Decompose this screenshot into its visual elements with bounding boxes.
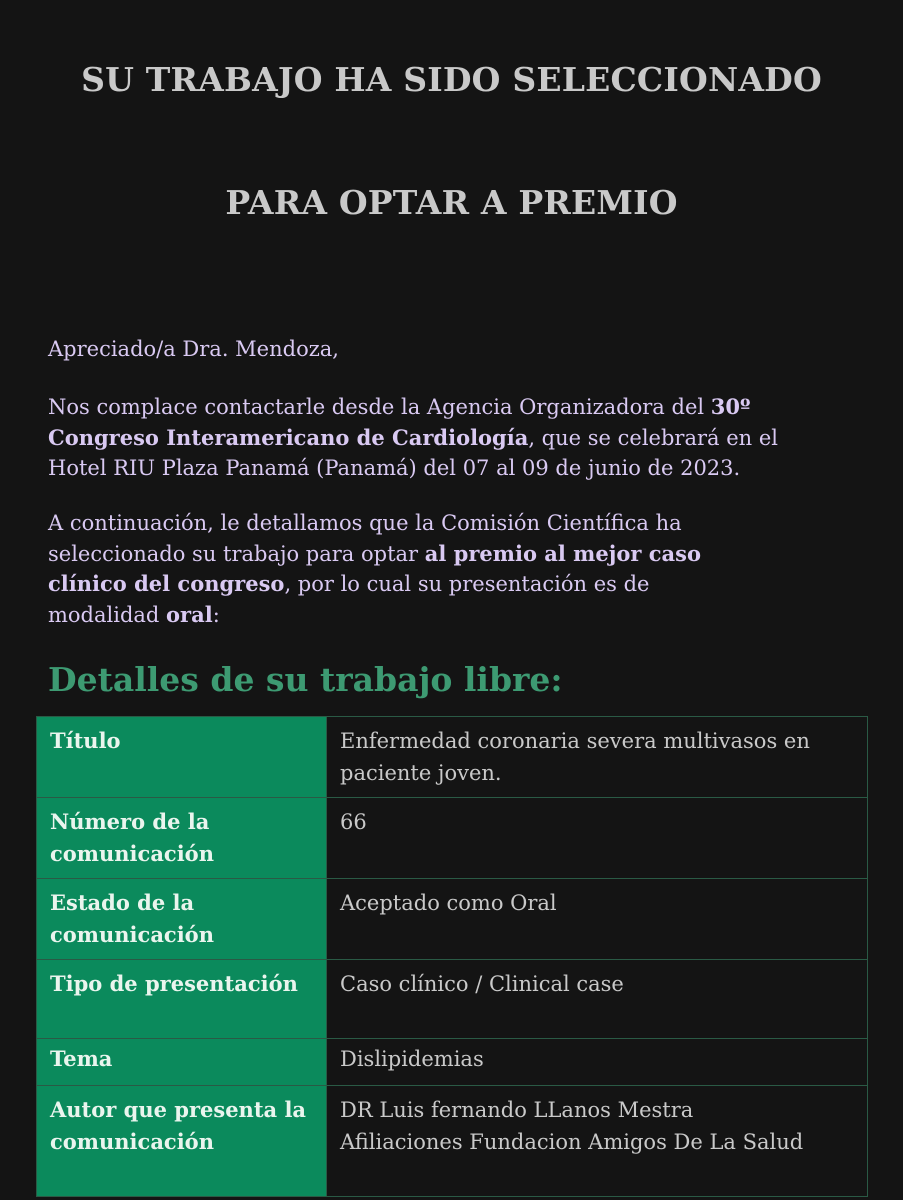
row-value	[327, 1086, 868, 1197]
row-label: Número de la comunicación	[37, 798, 327, 879]
text: , por lo cual su presentación es de	[284, 572, 650, 596]
table-row	[37, 1086, 868, 1197]
greeting: Apreciado/a Dra. Mendoza,	[48, 337, 339, 361]
row-value: Aceptado como Oral	[327, 879, 868, 960]
text: :	[212, 602, 220, 627]
author-affiliation: Afiliaciones Fundacion Amigos De La Salud	[340, 1130, 804, 1154]
author-name: DR Luis fernando LLanos Mestra	[340, 1098, 694, 1122]
row-label: Autor que presenta la comunicación	[37, 1086, 327, 1197]
heading-line-2: PARA OPTAR A PREMIO	[225, 183, 678, 222]
table-row	[37, 717, 868, 798]
details-table	[36, 716, 868, 1197]
text: Hotel RIU Plaza Panamá (Panamá) del 07 al 09 de junio de 2023.	[48, 456, 741, 480]
text-bold: al premio al mejor caso	[424, 540, 701, 566]
row-value: Caso clínico / Clinical case	[327, 960, 868, 1039]
paragraph-1	[48, 392, 778, 484]
text: , que se celebrará en el	[528, 425, 778, 450]
paragraph-2	[48, 508, 701, 630]
text-bold: clínico del congreso	[48, 571, 285, 596]
text: Nos complace contactarle desde la Agencia Organizadora del	[48, 395, 711, 419]
congress-name: Congreso Interamericano de Cardiología	[48, 424, 529, 450]
row-value: 66	[327, 798, 868, 879]
table-row	[37, 879, 868, 960]
row-value: Dislipidemias	[327, 1039, 868, 1086]
row-label: Tipo de presentación	[37, 960, 327, 1039]
text: A continuación, le detallamos que la Comisión Científica ha	[48, 511, 682, 535]
table-row	[37, 798, 868, 879]
row-value: Enfermedad coronaria severa multivasos en paciente joven.	[327, 717, 868, 798]
row-label: Estado de la comunicación	[37, 879, 327, 960]
text: modalidad	[48, 602, 167, 627]
heading-line-1: SU TRABAJO HA SIDO SELECCIONADO	[81, 60, 822, 99]
row-label: Tema	[37, 1039, 327, 1086]
text-bold: oral	[166, 601, 213, 627]
row-label: Título	[37, 717, 327, 798]
text: seleccionado su trabajo para optar	[48, 541, 425, 566]
details-title: Detalles de su trabajo libre:	[48, 660, 563, 699]
table-row	[37, 960, 868, 1039]
text-bold: 30º	[710, 394, 751, 419]
table-row	[37, 1039, 868, 1086]
